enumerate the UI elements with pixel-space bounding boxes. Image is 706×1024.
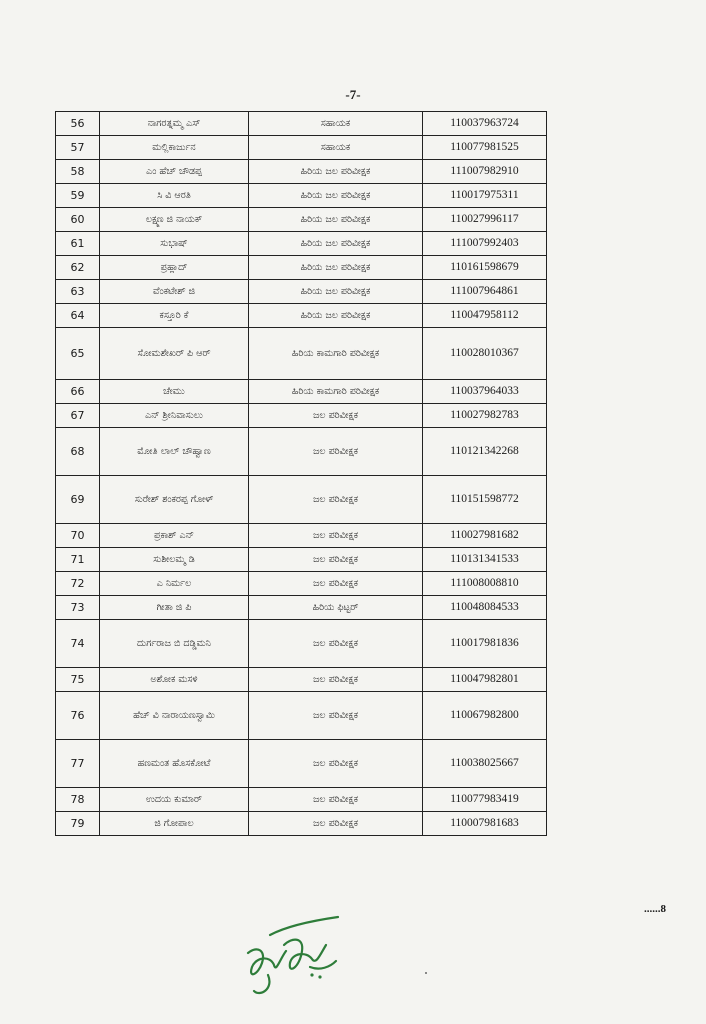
employee-id: 111007982910 [423, 160, 547, 184]
designation: ಹಿರಿಯ ಕಾಮಗಾರಿ ಪರಿವೀಕ್ಷಕ [249, 328, 423, 380]
staff-table [55, 111, 547, 836]
employee-name: ಎಂ ಹೆಚ್ ಚೌಡಪ್ಪ [100, 160, 249, 184]
serial-number: 74 [56, 620, 100, 668]
table-row [56, 208, 547, 232]
table-row [56, 620, 547, 668]
designation: ಜಲ ಪರಿವೀಕ್ಷಕ [249, 476, 423, 524]
table-row [56, 572, 547, 596]
designation: ಹಿರಿಯ ಜಲ ಪರಿವೀಕ್ಷಕ [249, 232, 423, 256]
employee-id: 110017975311 [423, 184, 547, 208]
employee-name: ಎನ್ ಶ್ರೀನಿವಾಸುಲು [100, 404, 249, 428]
serial-number: 72 [56, 572, 100, 596]
employee-name: ಅಶೋಕ ಮಸಳಿ [100, 668, 249, 692]
serial-number: 61 [56, 232, 100, 256]
employee-name: ಮಲ್ಲಿಕಾರ್ಜುನ [100, 136, 249, 160]
serial-number: 68 [56, 428, 100, 476]
employee-id: 110037963724 [423, 112, 547, 136]
designation: ಜಲ ಪರಿವೀಕ್ಷಕ [249, 548, 423, 572]
employee-id: 110027996117 [423, 208, 547, 232]
table-row [56, 160, 547, 184]
designation: ಜಲ ಪರಿವೀಕ್ಷಕ [249, 572, 423, 596]
designation: ಜಲ ಪರಿವೀಕ್ಷಕ [249, 668, 423, 692]
employee-id: 110077981525 [423, 136, 547, 160]
designation: ಹಿರಿಯ ಫಿಟ್ಟರ್ [249, 596, 423, 620]
employee-name: ಜಿ ಗೋಪಾಲ [100, 812, 249, 836]
serial-number: 73 [56, 596, 100, 620]
employee-name: ಹಣಮಂತ ಹೊಸಕೋಟೆ [100, 740, 249, 788]
employee-name: ಸಿ ವಿ ಆರತಿ [100, 184, 249, 208]
employee-id: 110028010367 [423, 328, 547, 380]
table-row [56, 404, 547, 428]
employee-id: 110047958112 [423, 304, 547, 328]
employee-id: 110038025667 [423, 740, 547, 788]
table-row [56, 304, 547, 328]
designation: ಜಲ ಪರಿವೀಕ್ಷಕ [249, 524, 423, 548]
table-row [56, 548, 547, 572]
table-row [56, 232, 547, 256]
employee-name: ಗೀತಾ ಜಿ ಪಿ [100, 596, 249, 620]
designation: ಜಲ ಪರಿವೀಕ್ಷಕ [249, 620, 423, 668]
employee-name: ಪ್ರಹ್ಲಾದ್ [100, 256, 249, 280]
table-row [56, 280, 547, 304]
table-row [56, 184, 547, 208]
designation: ಹಿರಿಯ ಜಲ ಪರಿವೀಕ್ಷಕ [249, 208, 423, 232]
serial-number: 79 [56, 812, 100, 836]
employee-id: 110047982801 [423, 668, 547, 692]
table-row [56, 428, 547, 476]
serial-number: 77 [56, 740, 100, 788]
employee-name: ಸೋಮಶೇಖರ್ ಪಿ ಆರ್ [100, 328, 249, 380]
page-number: -7- [345, 87, 361, 102]
employee-name: ಪ್ರಕಾಶ್ ಎನ್ [100, 524, 249, 548]
serial-number: 58 [56, 160, 100, 184]
employee-name: ಲಕ್ಷ್ಮಣ ಜಿ ನಾಯಕ್ [100, 208, 249, 232]
employee-id: 111008008810 [423, 572, 547, 596]
designation: ಜಲ ಪರಿವೀಕ್ಷಕ [249, 692, 423, 740]
employee-id: 110121342268 [423, 428, 547, 476]
stray-mark [425, 972, 427, 974]
employee-name: ವೆಂಕಟೇಶ್ ಜಿ [100, 280, 249, 304]
employee-id: 111007992403 [423, 232, 547, 256]
employee-id: 110048084533 [423, 596, 547, 620]
table-row [56, 328, 547, 380]
serial-number: 66 [56, 380, 100, 404]
designation: ಹಿರಿಯ ಜಲ ಪರಿವೀಕ್ಷಕ [249, 280, 423, 304]
table-row [56, 524, 547, 548]
employee-name: ಎ ನಿರ್ಮಲ [100, 572, 249, 596]
employee-name: ಉದಯ ಕುಮಾರ್ [100, 788, 249, 812]
employee-id: 110027981682 [423, 524, 547, 548]
table-row [56, 380, 547, 404]
employee-id: 110017981836 [423, 620, 547, 668]
employee-name: ನಾಗರತ್ನಮ್ಮ ಎಸ್ [100, 112, 249, 136]
signature-strokes [248, 917, 338, 993]
designation: ಹಿರಿಯ ಕಾಮಗಾರಿ ಪರಿವೀಕ್ಷಕ [249, 380, 423, 404]
designation: ಹಿರಿಯ ಜಲ ಪರಿವೀಕ್ಷಕ [249, 184, 423, 208]
designation: ಜಲ ಪರಿವೀಕ್ಷಕ [249, 788, 423, 812]
employee-id: 110151598772 [423, 476, 547, 524]
serial-number: 67 [56, 404, 100, 428]
employee-name: ಚೇಮು [100, 380, 249, 404]
designation: ಜಲ ಪರಿವೀಕ್ಷಕ [249, 404, 423, 428]
designation: ಜಲ ಪರಿವೀಕ್ಷಕ [249, 812, 423, 836]
employee-name: ಹೆಚ್ ವಿ ನಾರಾಯಣಸ್ವಾಮಿ [100, 692, 249, 740]
serial-number: 71 [56, 548, 100, 572]
serial-number: 78 [56, 788, 100, 812]
table-row [56, 788, 547, 812]
employee-name: ಕಸ್ತೂರಿ ಕೆ [100, 304, 249, 328]
employee-name: ಮೋತಿ ಲಾಲ್ ಚೌಹ್ವಾಣ [100, 428, 249, 476]
table-row [56, 136, 547, 160]
employee-id: 110161598679 [423, 256, 547, 280]
table-row [56, 256, 547, 280]
employee-id: 110077983419 [423, 788, 547, 812]
table-row [56, 740, 547, 788]
employee-id: 111007964861 [423, 280, 547, 304]
table-row [56, 692, 547, 740]
serial-number: 62 [56, 256, 100, 280]
serial-number: 63 [56, 280, 100, 304]
table-row [56, 476, 547, 524]
employee-name: ದುರ್ಗರಾಜ ಬಿ ದಡ್ಡಿಮನಿ [100, 620, 249, 668]
designation: ಸಹಾಯಕ [249, 112, 423, 136]
signature [240, 915, 360, 1000]
serial-number: 70 [56, 524, 100, 548]
serial-number: 69 [56, 476, 100, 524]
employee-id: 110131341533 [423, 548, 547, 572]
employee-id: 110027982783 [423, 404, 547, 428]
serial-number: 65 [56, 328, 100, 380]
serial-number: 64 [56, 304, 100, 328]
signature-dots [310, 973, 321, 978]
designation: ಹಿರಿಯ ಜಲ ಪರಿವೀಕ್ಷಕ [249, 304, 423, 328]
staff-table-body [56, 112, 547, 836]
designation: ಜಲ ಪರಿವೀಕ್ಷಕ [249, 428, 423, 476]
employee-name: ಸುರೇಶ್ ಶಂಕರಪ್ಪ ಗೋಳ್ [100, 476, 249, 524]
serial-number: 76 [56, 692, 100, 740]
table-row [56, 112, 547, 136]
designation: ಜಲ ಪರಿವೀಕ್ಷಕ [249, 740, 423, 788]
serial-number: 59 [56, 184, 100, 208]
serial-number: 60 [56, 208, 100, 232]
employee-id: 110067982800 [423, 692, 547, 740]
table-row [56, 668, 547, 692]
employee-name: ಸುಭಾಷ್ [100, 232, 249, 256]
continuation-marker: ......8 [644, 903, 666, 915]
serial-number: 75 [56, 668, 100, 692]
employee-id: 110007981683 [423, 812, 547, 836]
table-row [56, 812, 547, 836]
employee-id: 110037964033 [423, 380, 547, 404]
serial-number: 57 [56, 136, 100, 160]
designation: ಸಹಾಯಕ [249, 136, 423, 160]
designation: ಹಿರಿಯ ಜಲ ಪರಿವೀಕ್ಷಕ [249, 160, 423, 184]
designation: ಹಿರಿಯ ಜಲ ಪರಿವೀಕ್ಷಕ [249, 256, 423, 280]
employee-name: ಸುಶೀಲಮ್ಮ ಡಿ [100, 548, 249, 572]
serial-number: 56 [56, 112, 100, 136]
table-row [56, 596, 547, 620]
